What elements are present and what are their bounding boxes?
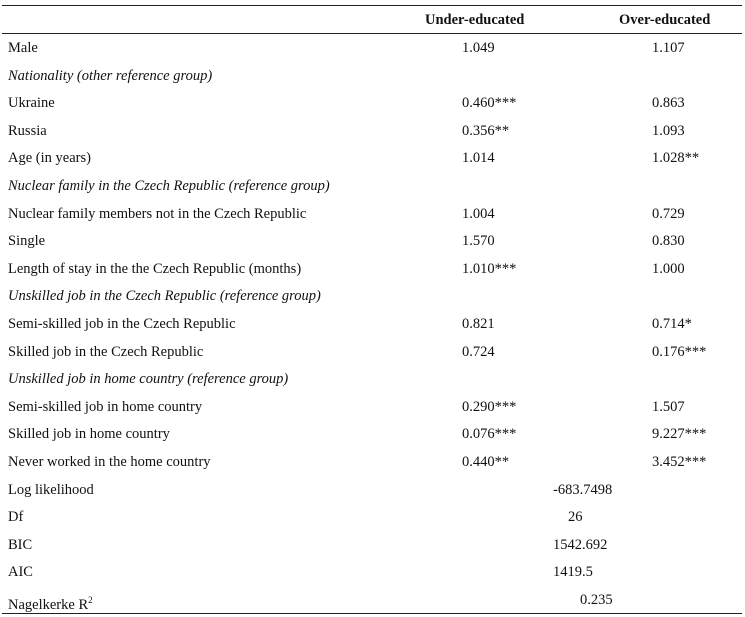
table-row	[0, 259, 745, 286]
over-educated-value: 1.000	[652, 260, 685, 277]
over-educated-value: 9.227***	[652, 426, 707, 443]
stat-label	[8, 535, 32, 555]
header-over-educated: Over-educated	[619, 12, 711, 28]
stat-label	[8, 562, 33, 582]
under-educated-value: 0.076***	[462, 426, 517, 443]
table-row	[0, 231, 745, 258]
table-row	[0, 121, 745, 148]
over-educated-value: 1.093	[652, 122, 685, 139]
table-row	[0, 148, 745, 175]
table-section-heading	[0, 176, 745, 203]
stat-value: 1542.692	[553, 536, 608, 553]
header-rule	[2, 33, 742, 34]
table-section-heading	[0, 369, 745, 396]
row-label: Nuclear family in the Czech Republic (reference group)	[8, 178, 330, 194]
stat-value: 1419.5	[553, 564, 593, 581]
table-row	[0, 314, 745, 341]
stat-label-text: Nagelkerke R	[8, 596, 89, 613]
stat-label	[8, 590, 93, 615]
over-educated-value: 0.729	[652, 205, 685, 222]
stat-value: 0.235	[580, 592, 613, 608]
stats-row	[0, 480, 745, 507]
under-educated-value: 1.014	[462, 150, 495, 167]
under-educated-value: 1.570	[462, 233, 495, 250]
row-label: Never worked in the home country	[8, 454, 211, 470]
table-row	[0, 38, 745, 65]
table-row	[0, 204, 745, 231]
over-educated-value: 0.830	[652, 233, 685, 250]
under-educated-value: 0.724	[462, 343, 495, 360]
row-label: Unskilled job in home country (reference group)	[8, 371, 289, 388]
stats-row	[0, 535, 745, 562]
under-educated-value: 0.356**	[462, 122, 510, 139]
row-label: Age (in years)	[8, 150, 91, 167]
row-label: Ukraine	[8, 95, 55, 112]
under-educated-value: 0.440**	[462, 454, 510, 470]
row-label: Russia	[8, 122, 47, 139]
row-label: Nationality (other reference group)	[8, 67, 213, 84]
stat-label-superscript: 2	[88, 595, 93, 605]
stats-row	[0, 562, 745, 589]
table-section-heading	[0, 66, 745, 93]
under-educated-value: 0.460***	[462, 95, 517, 112]
under-educated-value: 0.290***	[462, 398, 517, 415]
table-row	[0, 93, 745, 120]
row-label: Semi-skilled job in home country	[8, 398, 203, 415]
stat-value: -683.7498	[553, 481, 613, 498]
over-educated-value: 1.028**	[652, 150, 700, 167]
bottom-rule	[2, 613, 742, 614]
row-label: Length of stay in the the Czech Republic (months)	[8, 260, 302, 277]
stat-label	[8, 480, 94, 500]
header-under-educated: Under-educated	[425, 12, 525, 28]
over-educated-value: 0.863	[652, 95, 685, 112]
row-label: Unskilled job in the Czech Republic (reference group)	[8, 288, 321, 305]
row-label: Skilled job in home country	[8, 426, 170, 443]
over-educated-value: 3.452***	[652, 454, 707, 470]
stat-label-text: Log likelihood	[8, 481, 94, 498]
row-label: Nuclear family members not in the Czech Republic	[8, 205, 307, 222]
under-educated-value: 0.821	[462, 316, 495, 332]
stat-label-text: BIC	[8, 536, 33, 553]
row-label: Male	[8, 40, 38, 56]
over-educated-value: 0.176***	[652, 343, 707, 360]
top-rule	[2, 5, 742, 6]
over-educated-value: 0.714*	[652, 316, 692, 332]
stat-label-text: Df	[8, 509, 24, 526]
under-educated-value: 1.049	[462, 40, 495, 56]
table-row	[0, 424, 745, 451]
table-section-heading	[0, 286, 745, 313]
stats-row	[0, 507, 745, 534]
under-educated-value: 1.010***	[462, 260, 517, 277]
row-label: Skilled job in the Czech Republic	[8, 343, 204, 360]
under-educated-value: 1.004	[462, 205, 495, 222]
stat-value: 26	[568, 509, 583, 526]
over-educated-value: 1.507	[652, 398, 685, 415]
stat-label	[8, 507, 23, 527]
table-row	[0, 452, 745, 479]
row-label: Semi-skilled job in the Czech Republic	[8, 316, 236, 332]
stat-label-text: AIC	[8, 564, 33, 581]
row-label: Single	[8, 233, 46, 250]
over-educated-value: 1.107	[652, 40, 685, 56]
table-row	[0, 342, 745, 369]
table-row	[0, 397, 745, 424]
